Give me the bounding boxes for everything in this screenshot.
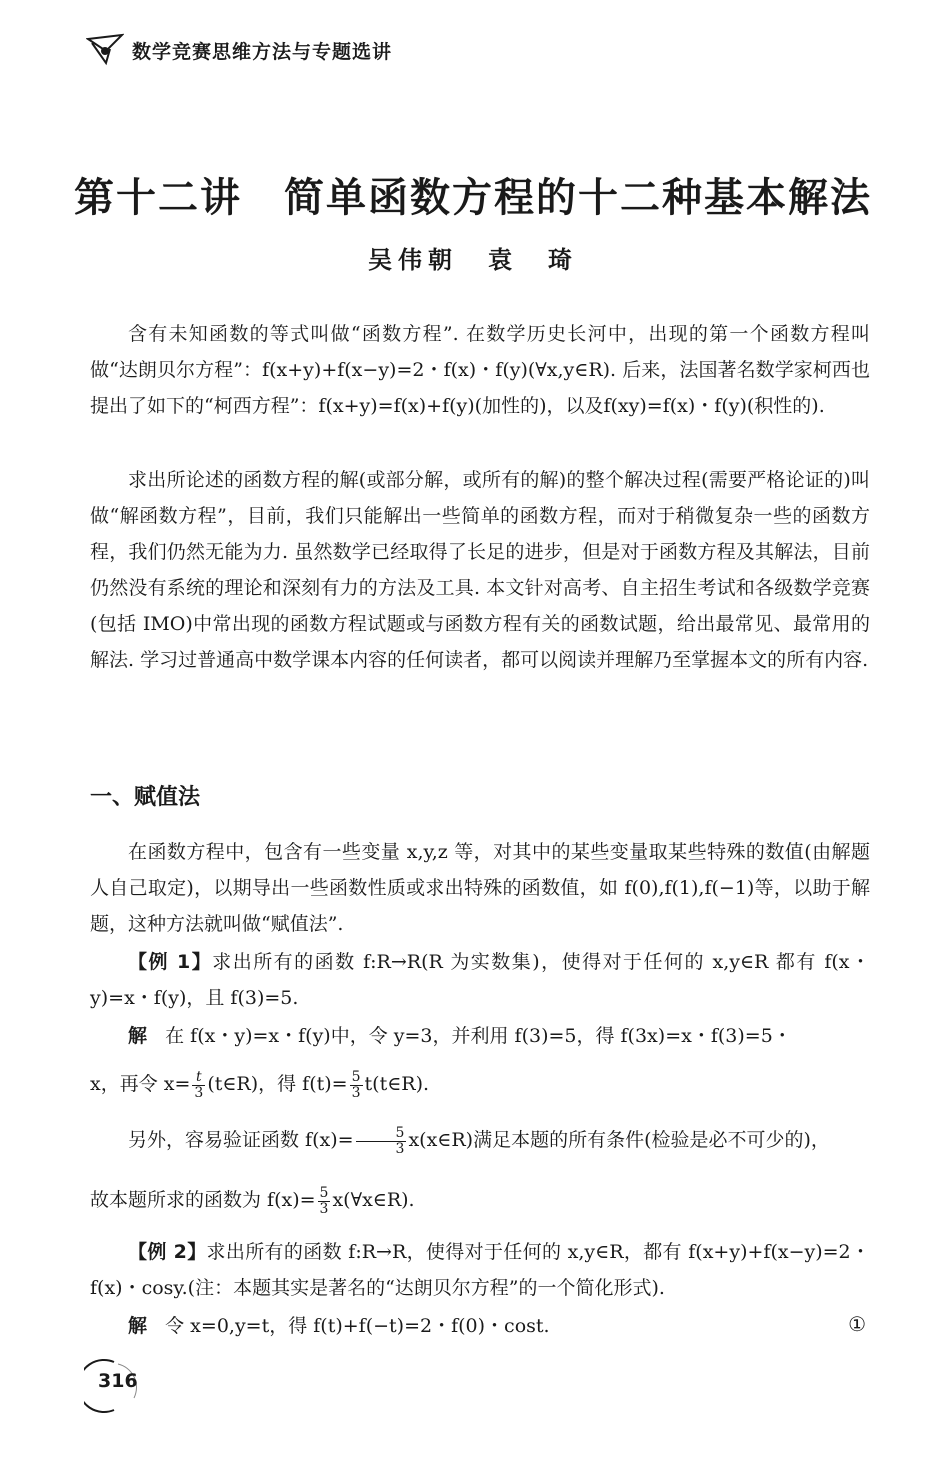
intro-paragraph-1: 含有未知函数的等式叫做“函数方程”. 在数学历史长河中，出现的第一个函数方程叫做“达朗贝尔方程”：f(x+y)+f(x−y)=2・f(x)・f(y)(∀x,y∈R). 后来，法国著名数学家柯西也提出了如下的“柯西方程”：f(x+y)=f(x)+f(y)(加性的)，以及f(xy)=f(x)・f(y)(积性的). xyxy=(90,323,870,417)
running-header xyxy=(86,30,392,70)
verify-line-2 xyxy=(90,1178,870,1222)
solution-1-line-2 xyxy=(90,1062,870,1106)
page-number-badge xyxy=(84,1358,144,1414)
series-title: 数学竞赛思维方法与专题选讲 xyxy=(132,40,393,63)
verify-line-1 xyxy=(90,1118,870,1162)
fraction-5-over-3-b: $\frac{5}{3}$ xyxy=(356,1126,407,1157)
example-1-text: 求出所有的函数 f:R→R(R 为实数集)，使得对于任何的 x,y∈R 都有 f(x・y)=x・f(y)，且 f(3)=5. xyxy=(90,951,870,1009)
example-1 xyxy=(90,944,870,1016)
solution-1-line2b: (t∈R)，得 f(t)= xyxy=(207,1073,348,1095)
solution-2 xyxy=(90,1308,790,1344)
solution-1-line2c: t(t∈R). xyxy=(364,1073,430,1095)
solution-1-line2a: x，再令 x= xyxy=(90,1073,191,1095)
solution-2-label: 解 xyxy=(128,1315,148,1337)
verify-text-c: 故本题所求的函数为 f(x)= xyxy=(90,1189,316,1211)
verify-text-d: x(∀x∈R). xyxy=(332,1189,415,1211)
example-2 xyxy=(90,1234,870,1306)
lecture-title: 第十二讲 简单函数方程的十二种基本解法 xyxy=(74,175,872,221)
verify-text-a: 另外，容易验证函数 f(x)= xyxy=(128,1129,354,1151)
intro-paragraph-2: 求出所论述的函数方程的解(或部分解，或所有的解)的整个解决过程(需要严格论证的)叫做“解函数方程”，目前，我们只能解出一些简单的函数方程，而对于稍微复杂一些的函数方程，我们仍然无能为力. 虽然数学已经取得了长足的进步，但是对于函数方程及其解法，目前仍然没有系统的理论和深刻有力的方法及工具. 本文针对高考、自主招生考试和各级数学竞赛(包括 IMO)中常出现的函数方程试题或与函数方程有关的函数试题，给出最常见、最常用的解法. 学习过普通高中数学课本内容的任何读者，都可以阅读并理解乃至掌握本文的所有内容. xyxy=(90,469,870,671)
logo-icon xyxy=(86,33,124,67)
solution-1-label: 解 xyxy=(128,1025,148,1047)
verify-text-b: x(x∈R)满足本题的所有条件(检验是必不可少的)， xyxy=(408,1129,830,1151)
fraction-5-over-3: $\frac{5}{3}$ xyxy=(351,1068,361,1101)
example-1-label: 【例 1】 xyxy=(128,951,213,973)
solution-2-text: 令 x=0,y=t，得 f(t)+f(−t)=2・f(0)・cost. xyxy=(165,1315,550,1337)
section-paragraph: 在函数方程中，包含有一些变量 x,y,z 等，对其中的某些变量取某些特殊的数值(由解题人自己取定)，以期导出一些函数性质或求出特殊的函数值，如 f(0),f(1),f(−1)等，以助于解题，这种方法就叫做“赋值法”. xyxy=(90,841,870,935)
authors: 吴伟朝 袁 琦 xyxy=(368,245,578,274)
solution-1-line-1 xyxy=(90,1018,870,1054)
fraction-t-over-3: $\frac{t}{3}$ xyxy=(194,1068,204,1101)
section-heading: 一、赋值法 xyxy=(90,785,201,810)
equation-number: ① xyxy=(848,1312,866,1336)
page-number: 316 xyxy=(98,1370,138,1392)
example-2-label: 【例 2】 xyxy=(128,1241,207,1263)
solution-1-text: 在 f(x・y)=x・f(y)中，令 y=3，并利用 f(3)=5，得 f(3x)=x・f(3)=5・ xyxy=(165,1025,792,1047)
example-2-text: 求出所有的函数 f:R→R，使得对于任何的 x,y∈R，都有 f(x+y)+f(x−y)=2・f(x)・cosy.(注：本题其实是著名的“达朗贝尔方程”的一个简化形式). xyxy=(90,1241,870,1299)
fraction-5-over-3-c: $\frac{5}{3}$ xyxy=(319,1184,329,1217)
